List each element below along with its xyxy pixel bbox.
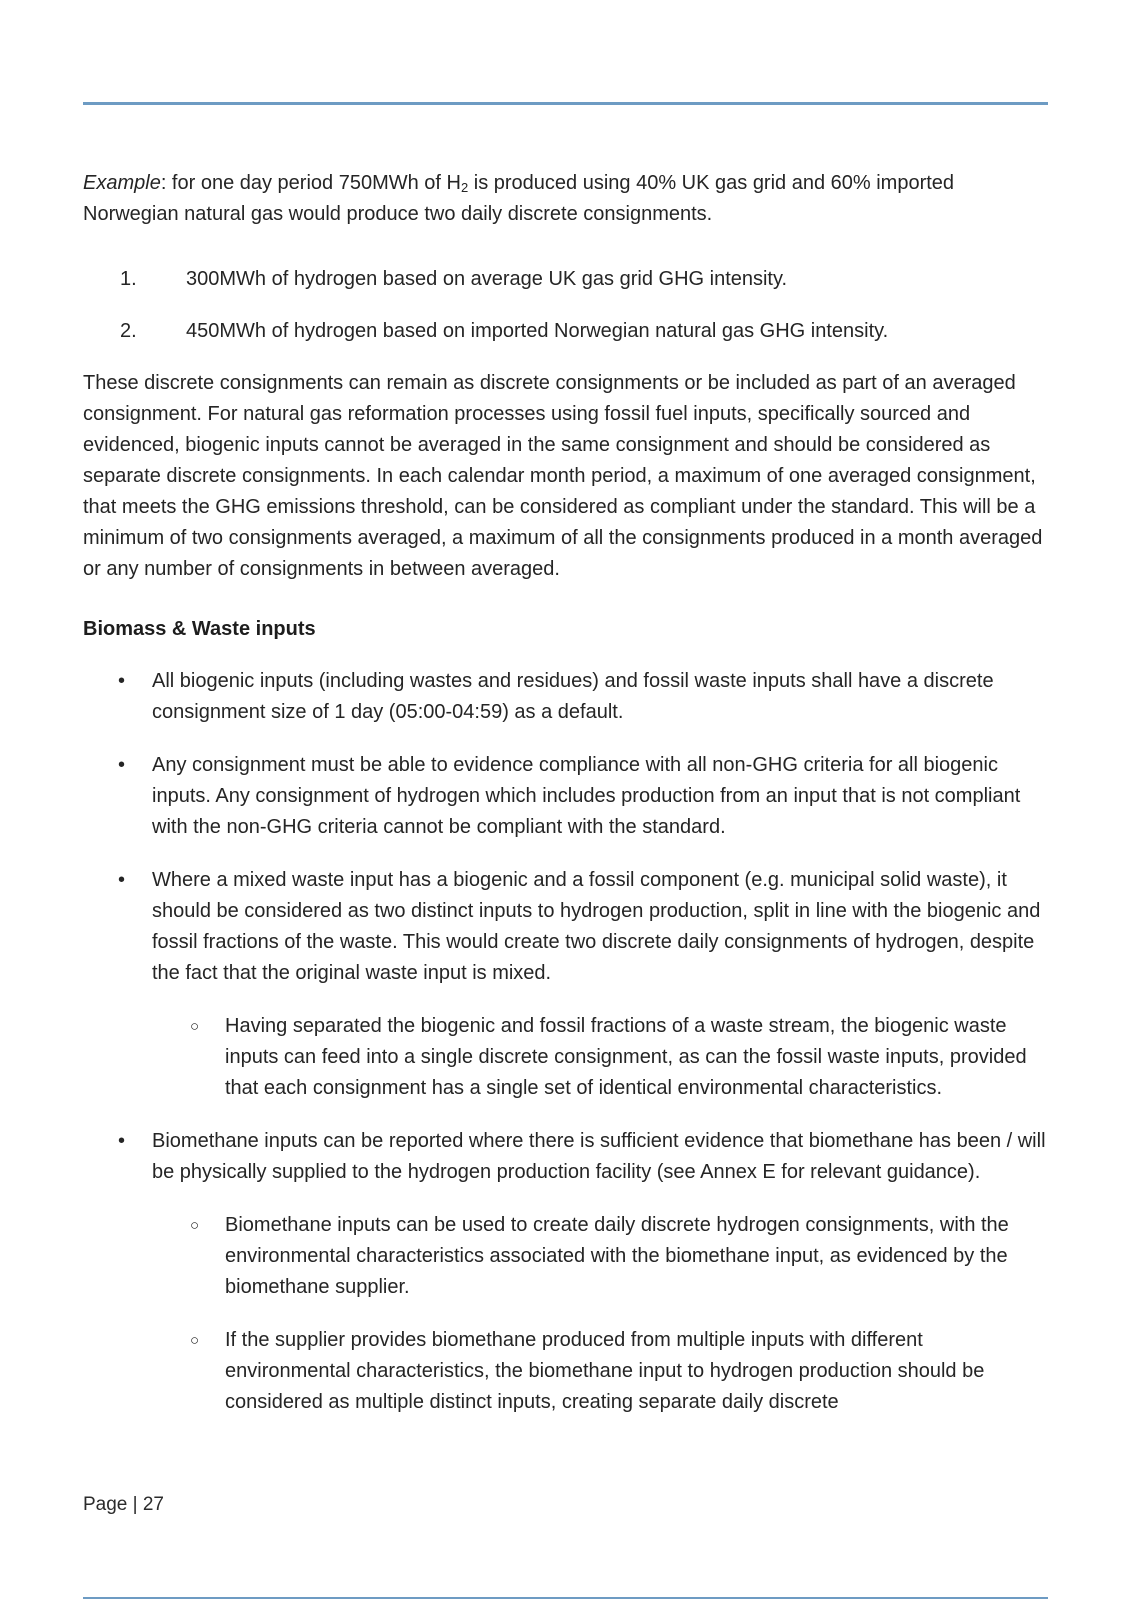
sub-bullet-item-1 [83, 1011, 1048, 1104]
bullet-item-1 [83, 666, 1048, 728]
bullet-icon: • [118, 869, 126, 891]
circle-bullet-icon: ○ [190, 1018, 200, 1035]
bullet-icon: • [118, 1130, 126, 1152]
bullet-item-3-text: Where a mixed waste input has a biogenic and a fossil component (e.g. municipal solid waste), it should be considered as two distinct inputs to hydrogen production, split in line with the biogenic and fossil fractions of the waste. This would create two discrete daily consignments of hydrogen, despite the fact that the original waste input is mixed. [152, 869, 1041, 984]
bullet-item-4 [83, 1126, 1048, 1188]
sub-bullet-item-1-text: Having separated the biogenic and fossil fractions of a waste stream, the biogenic waste inputs can feed into a single discrete consignment, as can the fossil waste inputs, provided that each consignment has a single set of identical environmental characteristics. [225, 1015, 1027, 1099]
bullet-item-2-text: Any consignment must be able to evidence compliance with all non-GHG criteria for all biogenic inputs. Any consignment of hydrogen which includes production from an input that is not compliant with the non-GHG criteria cannot be compliant with the standard. [152, 754, 1021, 838]
numbered-item-1-text: 300MWh of hydrogen based on average UK gas grid GHG intensity. [186, 268, 788, 290]
section-heading: Biomass & Waste inputs [83, 618, 316, 640]
numbered-item-1-marker: 1. [120, 268, 137, 290]
numbered-item-2-marker: 2. [120, 320, 137, 342]
header-divider [83, 102, 1048, 105]
bullet-item-2 [83, 750, 1048, 843]
circle-bullet-icon: ○ [190, 1217, 200, 1234]
circle-bullet-icon: ○ [190, 1332, 200, 1349]
h2-subscript: 2 [460, 180, 469, 195]
bullet-icon: • [118, 754, 126, 776]
example-lead-italic: Example [83, 172, 161, 194]
page-content [83, 168, 1048, 1440]
bullet-item-3 [83, 865, 1048, 989]
sub-bullet-item-2-text: Biomethane inputs can be used to create daily discrete hydrogen consignments, with the environmental characteristics associated with the biomethane input, as evidenced by the biomethane supplier. [225, 1214, 1009, 1298]
body-paragraph: These discrete consignments can remain as discrete consignments or be included as part of an averaged consignment. For natural gas reformation processes using fossil fuel inputs, specifically sourced and evidenced, biogenic inputs cannot be averaged in the same consignment and should be considered as separate discrete consignments. In each calendar month period, a maximum of one averaged consignment, that meets the GHG emissions threshold, can be considered as compliant under the standard. This will be a minimum of two consignments averaged, a maximum of all the consignments produced in a month averaged or any number of consignments in between averaged. [83, 372, 1043, 580]
example-paragraph [83, 168, 1048, 230]
sub-bullet-item-3-text: If the supplier provides biomethane produced from multiple inputs with different environmental characteristics, the biomethane input to hydrogen production should be considered as multiple distinct inputs, creating separate daily discrete [225, 1329, 985, 1413]
sub-bullet-item-3 [83, 1325, 1048, 1418]
numbered-item-2-text: 450MWh of hydrogen based on imported Norwegian natural gas GHG intensity. [186, 320, 889, 342]
example-text-after-subscript: is produced using 40% UK gas grid and 60% imported Norwegian natural gas would produce two daily discrete consignments. [83, 172, 955, 225]
bullet-icon: • [118, 670, 126, 692]
sub-bullet-item-2 [83, 1210, 1048, 1303]
example-text-before-subscript: : for one day period 750MWh of H [160, 172, 461, 194]
page-number-footer: Page | 27 [83, 1494, 165, 1515]
footer-divider [83, 1597, 1048, 1599]
bullet-item-4-text: Biomethane inputs can be reported where there is sufficient evidence that biomethane has been / will be physically supplied to the hydrogen production facility (see Annex E for relevant guidance). [152, 1130, 1046, 1183]
bullet-item-1-text: All biogenic inputs (including wastes and residues) and fossil waste inputs shall have a discrete consignment size of 1 day (05:00-04:59) as a default. [152, 670, 994, 723]
numbered-item-1 [83, 264, 1048, 295]
numbered-item-2 [83, 316, 1048, 347]
